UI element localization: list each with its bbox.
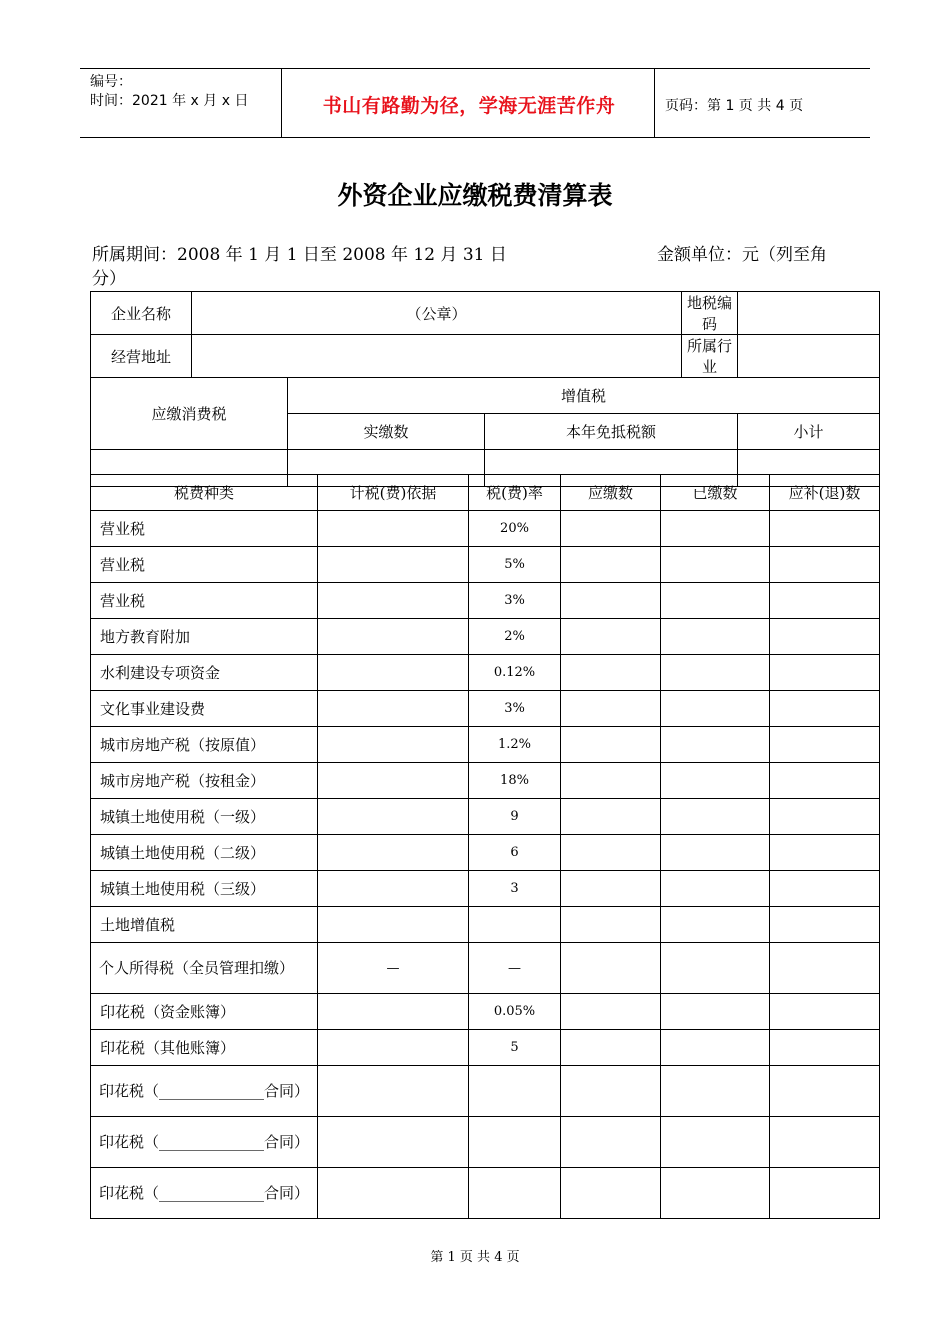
header-meta (90, 73, 248, 111)
balance-cell[interactable] (770, 583, 880, 619)
rate-cell: — (469, 943, 561, 994)
balance-cell[interactable] (770, 994, 880, 1030)
subtotal-label: 小计 (738, 414, 880, 450)
balance-cell[interactable] (770, 907, 880, 943)
rate-cell (469, 907, 561, 943)
tax-type-cell: 地方教育附加 (91, 619, 318, 655)
paid-cell[interactable] (661, 1066, 770, 1117)
rate-cell: 20% (469, 511, 561, 547)
tax-row (91, 835, 880, 871)
tax-row (91, 1066, 880, 1117)
paid-cell[interactable] (661, 1117, 770, 1168)
payable-cell[interactable] (561, 727, 661, 763)
tax-type-cell: 印花税（______________合同） (91, 1066, 318, 1117)
header-divider (281, 69, 282, 137)
paid-cell[interactable] (661, 1030, 770, 1066)
tax-code-field[interactable] (738, 292, 880, 335)
tax-code-label: 地税编码 (682, 292, 738, 335)
period-text: 所属期间：2008 年 1 月 1 日至 2008 年 12 月 31 日 (92, 245, 507, 265)
basis-cell[interactable] (318, 619, 469, 655)
balance-cell[interactable] (770, 799, 880, 835)
basis-cell[interactable] (318, 1168, 469, 1219)
tax-type-cell: 印花税（其他账簿） (91, 1030, 318, 1066)
industry-field[interactable] (738, 335, 880, 378)
rate-cell (469, 1066, 561, 1117)
header-page-info: 页码：第 1 页 共 4 页 (665, 98, 804, 114)
balance-cell[interactable] (770, 655, 880, 691)
tax-row (91, 943, 880, 994)
paid-cell[interactable] (661, 547, 770, 583)
vat-label: 增值税 (288, 378, 880, 414)
unit-text: 金额单位：元（列至角 (657, 245, 827, 265)
rate-cell: 6 (469, 835, 561, 871)
payable-cell[interactable] (561, 1168, 661, 1219)
paid-cell[interactable] (661, 727, 770, 763)
header-payable: 应缴数 (561, 475, 661, 511)
tax-type-cell: 营业税 (91, 583, 318, 619)
tax-type-cell: 城镇土地使用税（一级） (91, 799, 318, 835)
basis-cell[interactable] (318, 871, 469, 907)
payable-cell[interactable] (561, 835, 661, 871)
basis-cell[interactable] (318, 547, 469, 583)
tax-type-cell: 个人所得税（全员管理扣缴） (91, 943, 318, 994)
rate-cell: 0.12% (469, 655, 561, 691)
balance-cell[interactable] (770, 871, 880, 907)
paid-cell[interactable] (661, 655, 770, 691)
tax-type-cell: 印花税（资金账簿） (91, 994, 318, 1030)
tax-row (91, 1168, 880, 1219)
balance-cell[interactable] (770, 1117, 880, 1168)
rate-cell (469, 1168, 561, 1219)
payable-cell[interactable] (561, 619, 661, 655)
company-name-label: 企业名称 (91, 292, 192, 335)
tax-row (91, 763, 880, 799)
basis-cell[interactable] (318, 727, 469, 763)
payable-cell[interactable] (561, 691, 661, 727)
seal-placeholder: （公章） (406, 304, 467, 323)
paid-cell[interactable] (661, 619, 770, 655)
company-name-field[interactable] (192, 292, 682, 335)
tax-type-cell: 土地增值税 (91, 907, 318, 943)
tax-row (91, 1117, 880, 1168)
header-tax-type: 税费种类 (91, 475, 318, 511)
paid-cell[interactable] (661, 943, 770, 994)
paid-cell[interactable] (661, 511, 770, 547)
basis-cell[interactable] (318, 655, 469, 691)
payable-cell[interactable] (561, 547, 661, 583)
header-number: 编号： (90, 74, 132, 90)
basis-cell[interactable] (318, 1066, 469, 1117)
basis-cell[interactable] (318, 994, 469, 1030)
rate-cell: 18% (469, 763, 561, 799)
tax-type-cell: 文化事业建设费 (91, 691, 318, 727)
rate-cell: 2% (469, 619, 561, 655)
tax-type-cell: 城镇土地使用税（二级） (91, 835, 318, 871)
address-label: 经营地址 (91, 335, 192, 378)
paid-cell[interactable] (661, 1168, 770, 1219)
tax-row (91, 511, 880, 547)
payable-cell[interactable] (561, 1066, 661, 1117)
balance-cell[interactable] (770, 1066, 880, 1117)
paid-cell[interactable] (661, 835, 770, 871)
basis-cell[interactable] (318, 799, 469, 835)
balance-cell[interactable] (770, 943, 880, 994)
payable-cell[interactable] (561, 583, 661, 619)
rate-cell (469, 1117, 561, 1168)
basis-cell[interactable] (318, 583, 469, 619)
payable-cell[interactable] (561, 511, 661, 547)
header-balance: 应补(退)数 (770, 475, 880, 511)
document-header (80, 68, 870, 138)
balance-cell[interactable] (770, 763, 880, 799)
payable-cell[interactable] (561, 907, 661, 943)
tax-row (91, 1030, 880, 1066)
header-basis: 计税(费)依据 (318, 475, 469, 511)
balance-cell[interactable] (770, 619, 880, 655)
payable-cell[interactable] (561, 943, 661, 994)
header-rate: 税(费)率 (469, 475, 561, 511)
consumption-tax-label: 应缴消费税 (91, 378, 288, 450)
unit-text-continued: 分） (92, 269, 126, 289)
balance-cell[interactable] (770, 691, 880, 727)
balance-cell[interactable] (770, 727, 880, 763)
tax-row (91, 583, 880, 619)
basis-cell[interactable] (318, 691, 469, 727)
tax-type-cell: 城镇土地使用税（三级） (91, 871, 318, 907)
tax-table-header (91, 475, 880, 511)
basis-cell[interactable] (318, 835, 469, 871)
rate-cell: 0.05% (469, 994, 561, 1030)
payable-cell[interactable] (561, 871, 661, 907)
tax-type-cell: 城市房地产税（按租金） (91, 763, 318, 799)
tax-row (91, 871, 880, 907)
industry-label: 所属行业 (682, 335, 738, 378)
payable-cell[interactable] (561, 1030, 661, 1066)
basis-cell[interactable]: — (318, 943, 469, 994)
basis-cell[interactable] (318, 511, 469, 547)
tax-table (90, 474, 880, 1219)
paid-cell[interactable] (661, 799, 770, 835)
rate-cell: 5% (469, 547, 561, 583)
basis-cell[interactable] (318, 1030, 469, 1066)
actual-paid-label: 实缴数 (288, 414, 485, 450)
basis-cell[interactable] (318, 1117, 469, 1168)
page-title: 外资企业应缴税费清算表 (337, 181, 613, 210)
payable-cell[interactable] (561, 994, 661, 1030)
tax-row (91, 799, 880, 835)
tax-type-cell: 城市房地产税（按原值） (91, 727, 318, 763)
paid-cell[interactable] (661, 907, 770, 943)
address-field[interactable] (192, 335, 682, 378)
balance-cell[interactable] (770, 1168, 880, 1219)
paid-cell[interactable] (661, 763, 770, 799)
tax-type-cell: 水利建设专项资金 (91, 655, 318, 691)
tax-type-cell: 营业税 (91, 547, 318, 583)
paid-cell[interactable] (661, 871, 770, 907)
exempt-label: 本年免抵税额 (485, 414, 738, 450)
basis-cell[interactable] (318, 907, 469, 943)
payable-cell[interactable] (561, 763, 661, 799)
tax-type-cell: 印花税（______________合同） (91, 1117, 318, 1168)
basis-cell[interactable] (318, 763, 469, 799)
payable-cell[interactable] (561, 655, 661, 691)
tax-row (91, 619, 880, 655)
header-time: 时间：2021 年 x 月 x 日 (90, 93, 249, 109)
balance-cell[interactable] (770, 1030, 880, 1066)
rate-cell: 5 (469, 1030, 561, 1066)
tax-row (91, 727, 880, 763)
tax-row (91, 691, 880, 727)
rate-cell: 3 (469, 871, 561, 907)
company-info-table (90, 291, 880, 487)
tax-row (91, 655, 880, 691)
page-footer: 第 1 页 共 4 页 (430, 1250, 520, 1265)
balance-cell[interactable] (770, 511, 880, 547)
payable-cell[interactable] (561, 1117, 661, 1168)
rate-cell: 1.2% (469, 727, 561, 763)
balance-cell[interactable] (770, 835, 880, 871)
rate-cell: 3% (469, 583, 561, 619)
paid-cell[interactable] (661, 691, 770, 727)
tax-type-cell: 印花税（______________合同） (91, 1168, 318, 1219)
paid-cell[interactable] (661, 994, 770, 1030)
tax-row (91, 994, 880, 1030)
balance-cell[interactable] (770, 547, 880, 583)
tax-row (91, 907, 880, 943)
tax-row (91, 547, 880, 583)
header-paid: 已缴数 (661, 475, 770, 511)
tax-type-cell: 营业税 (91, 511, 318, 547)
rate-cell: 9 (469, 799, 561, 835)
rate-cell: 3% (469, 691, 561, 727)
payable-cell[interactable] (561, 799, 661, 835)
header-motto: 书山有路勤为径，学海无涯苦作舟 (322, 95, 616, 117)
paid-cell[interactable] (661, 583, 770, 619)
